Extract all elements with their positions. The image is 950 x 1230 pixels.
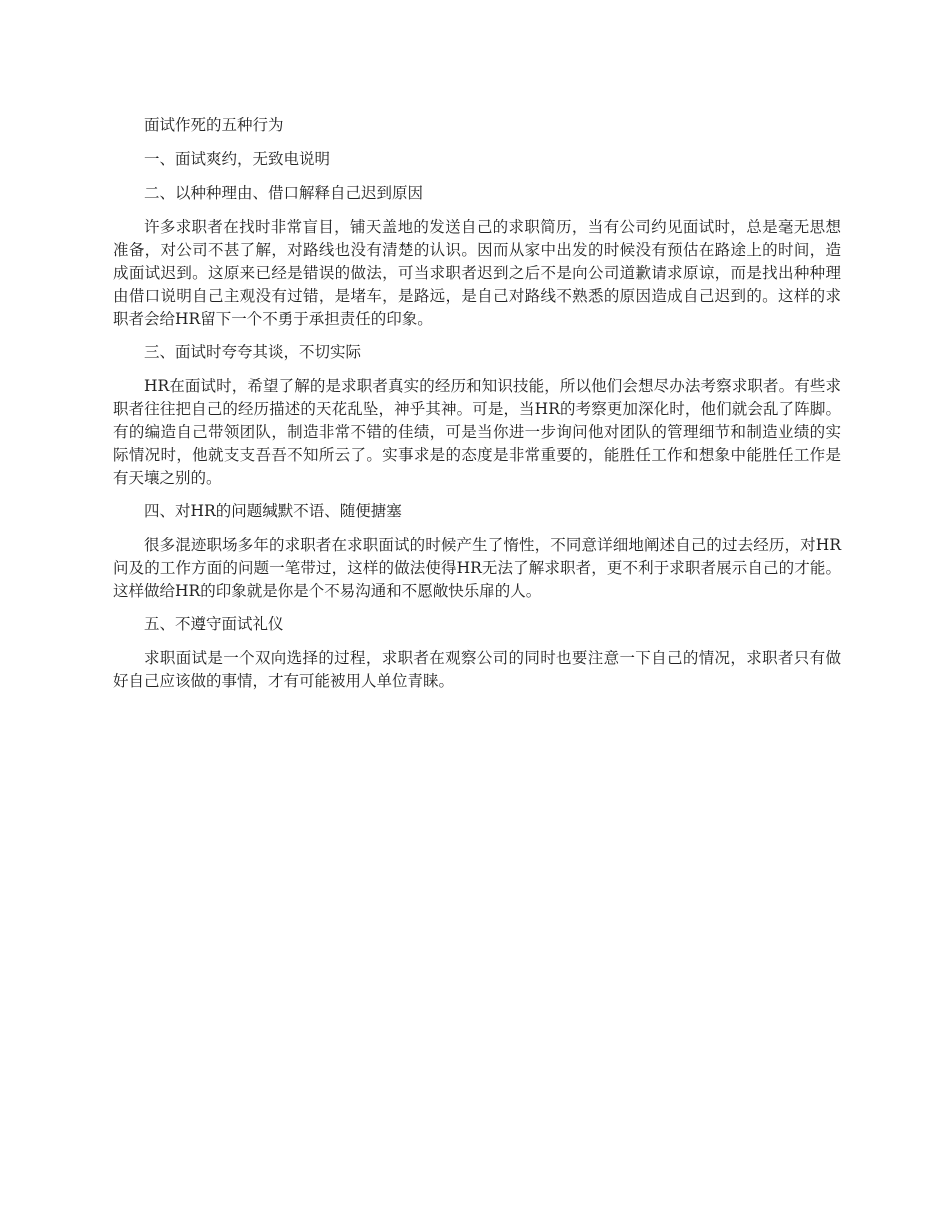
section-heading-1: 一、面试爽约，无致电说明 [144, 150, 331, 168]
document-title: 面试作死的五种行为 [144, 116, 284, 134]
section-paragraph-5: 求职面试是一个双向选择的过程，求职者在观察公司的同时也要注意一下自己的情况，求职者只有做好自己应该做的事情，才有可能被用人单位青睐。 [113, 649, 841, 690]
section-heading-2: 二、以种种理由、借口解释自己迟到原因 [144, 184, 424, 202]
section-paragraph-2: 许多求职者在找时非常盲目，铺天盖地的发送自己的求职简历，当有公司约见面试时，总是毫无思想准备，对公司不甚了解，对路线也没有清楚的认识。因而从家中出发的时候没有预估在路途上的时间，造成面试迟到。这原来已经是错误的做法，可当求职者迟到之后不是向公司道歉请求原谅，而是找出种种理由借口说明自己主观没有过错，是堵车，是路远，是自己对路线不熟悉的原因造成自己迟到的。这样的求职者会给HR留下一个不勇于承担责任的印象。 [113, 218, 841, 328]
section-paragraph-4: 很多混迹职场多年的求职者在求职面试的时候产生了惰性，不同意详细地阐述自己的过去经历，对HR问及的工作方面的问题一笔带过，这样的做法使得HR无法了解求职者，更不利于求职者展示自己的才能。这样做给HR的印象就是你是个不易沟通和不愿敞快乐扉的人。 [113, 536, 841, 600]
section-heading-5: 五、不遵守面试礼仪 [144, 615, 284, 633]
section-paragraph-3: HR在面试时，希望了解的是求职者真实的经历和知识技能，所以他们会想尽办法考察求职者。有些求职者往往把自己的经历描述的天花乱坠，神乎其神。可是，当HR的考察更加深化时，他们就会乱了阵脚。有的编造自己带领团队，制造非常不错的佳绩，可是当你进一步询问他对团队的管理细节和制造业绩的实际情况时，他就支支吾吾不知所云了。实事求是的态度是非常重要的，能胜任工作和想象中能胜任工作是有天壤之别的。 [113, 377, 841, 487]
section-heading-3: 三、面试时夸夸其谈，不切实际 [144, 343, 362, 361]
document-body [113, 114, 841, 703]
section-heading-4: 四、对HR的问题缄默不语、随便搪塞 [144, 502, 402, 520]
